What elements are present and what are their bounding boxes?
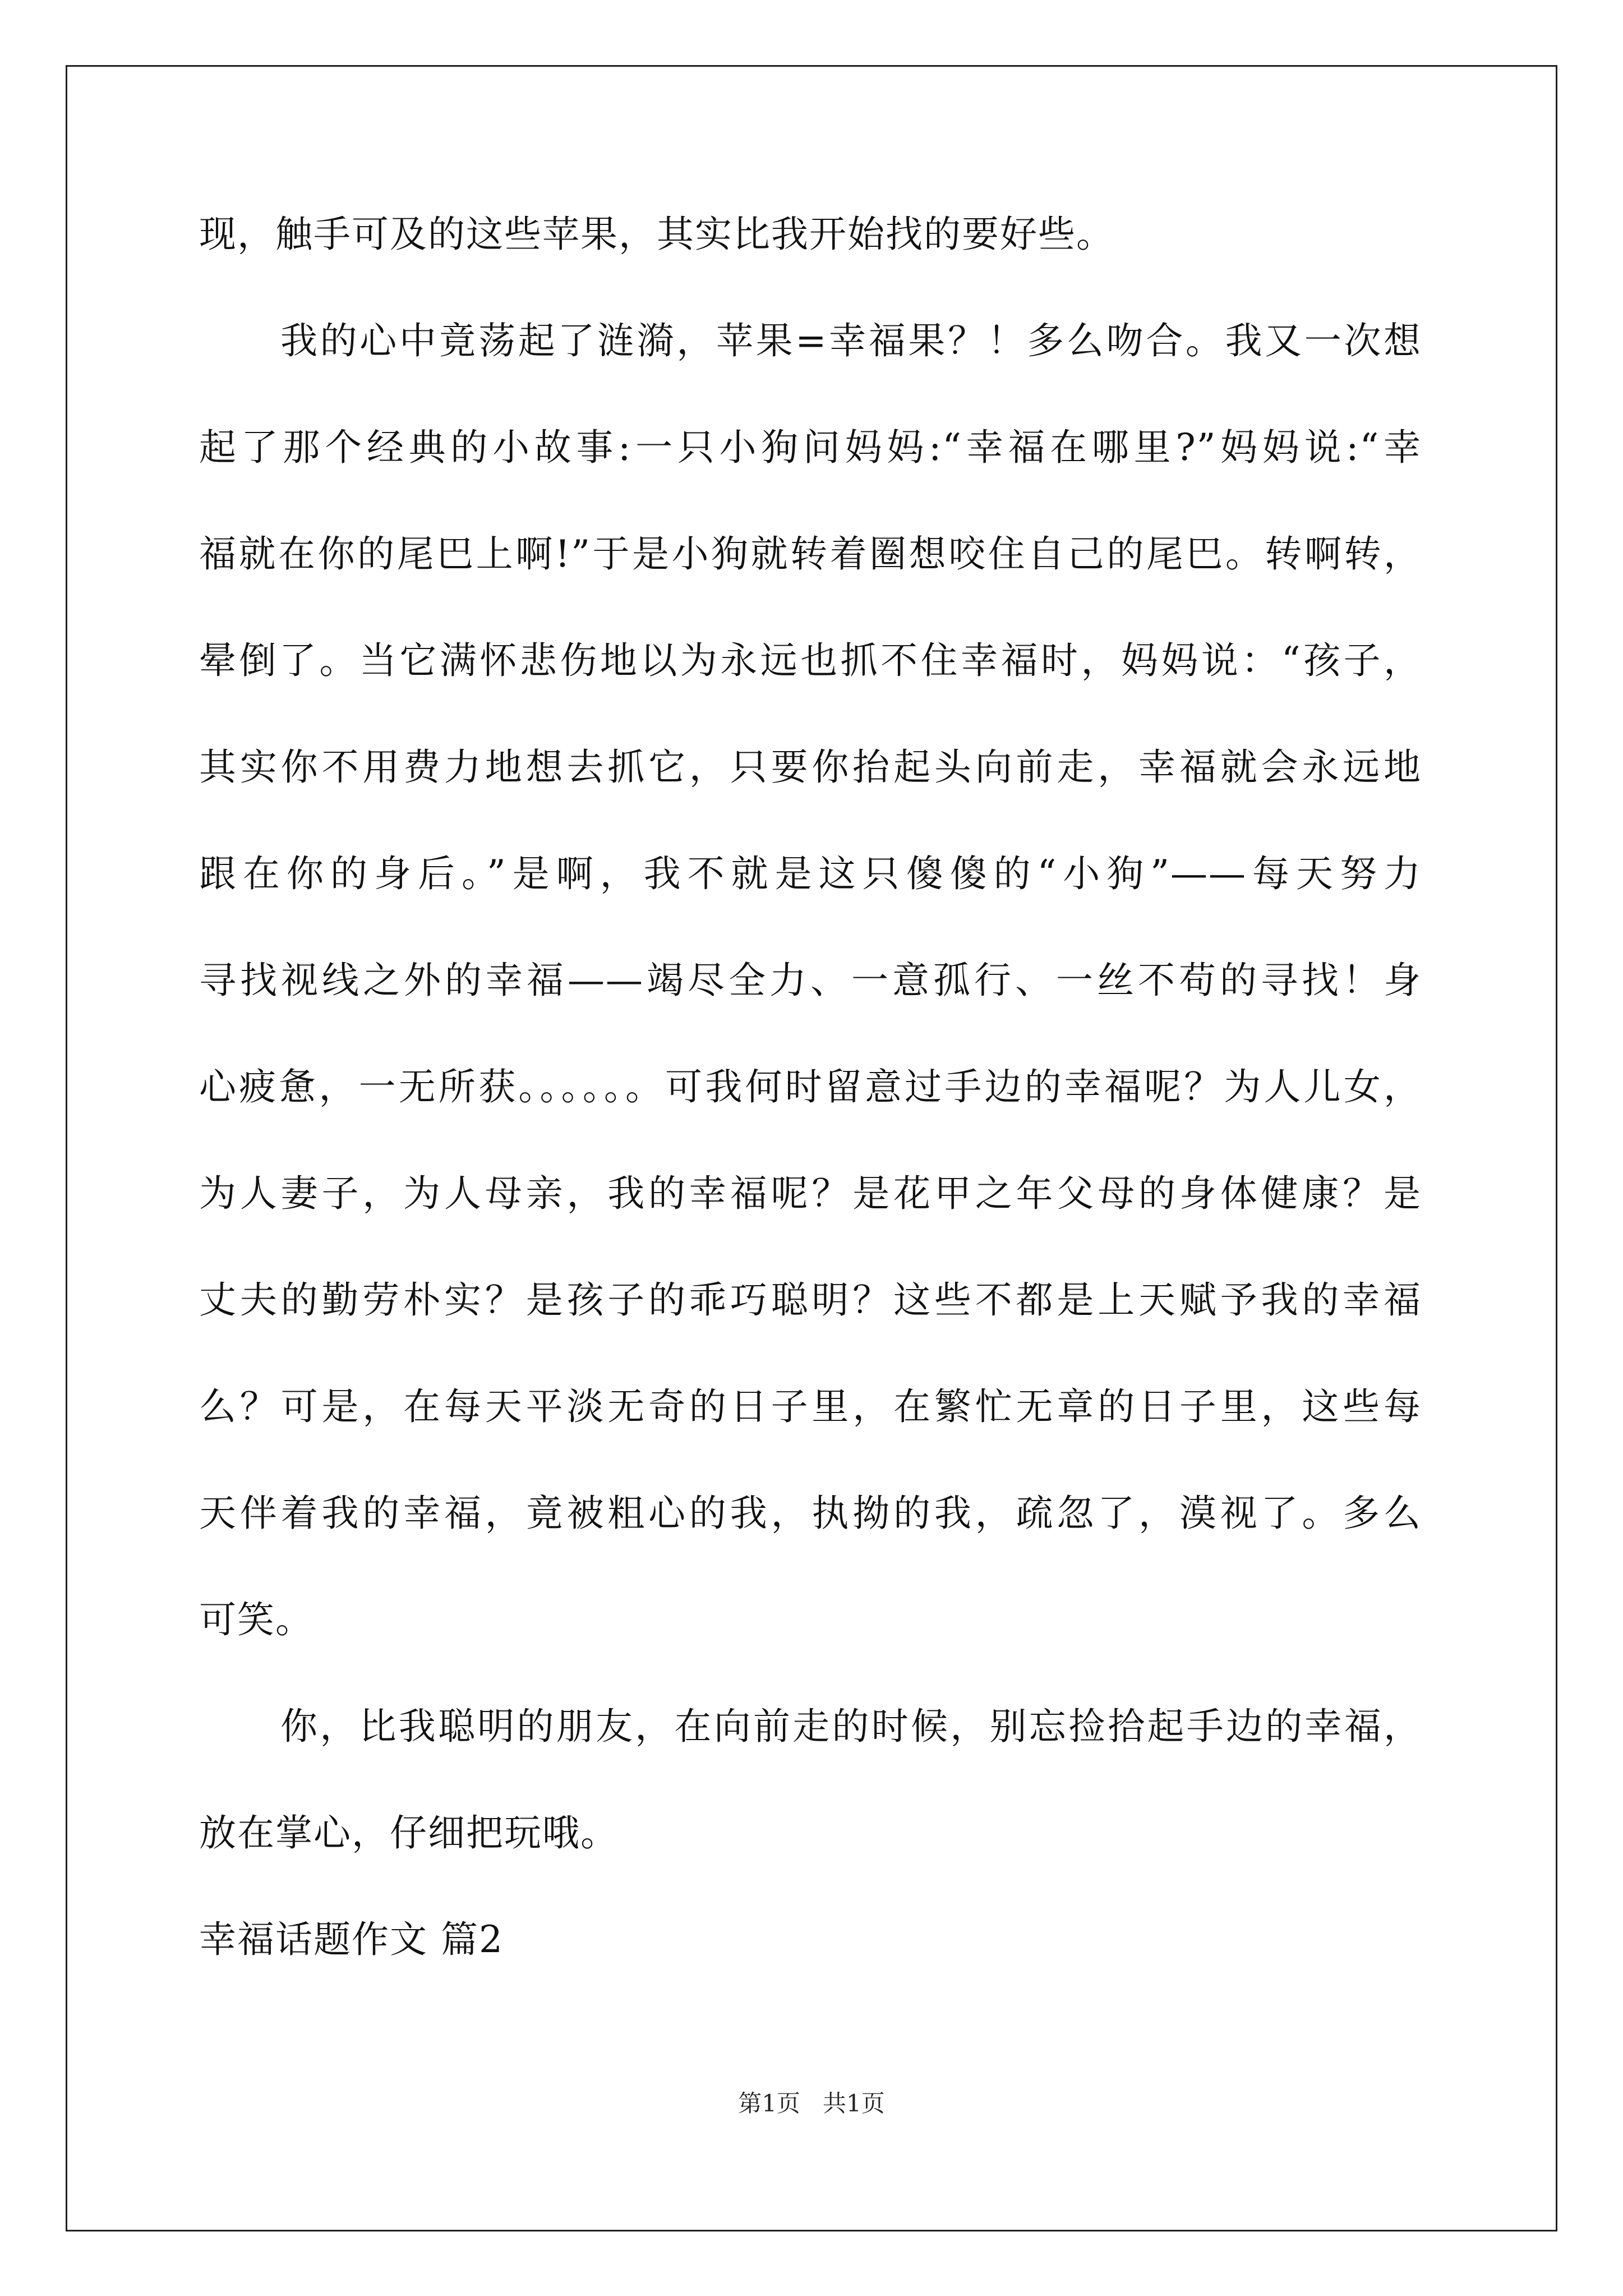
- text-line: 起了那个经典的小故事:一只小狗问妈妈:“幸福在哪里?”妈妈说:“幸: [199, 426, 1422, 469]
- text-line: 天伴着我的幸福，竟被粗心的我，执拗的我，疏忽了，漠视了。多么: [199, 1492, 1422, 1535]
- text-line: 你，比我聪明的朋友，在向前走的时候，别忘捡拾起手边的幸福，: [280, 1705, 1422, 1748]
- text-line: 我的心中竟荡起了涟漪，苹果=幸福果？！多么吻合。我又一次想: [280, 319, 1422, 362]
- text-line: 为人妻子，为人母亲，我的幸福呢？是花甲之年父母的身体健康？是: [199, 1172, 1422, 1215]
- text-line: 跟在你的身后。”是啊，我不就是这只傻傻的“小狗”——每天努力: [199, 852, 1422, 895]
- text-line: 福就在你的尾巴上啊!”于是小狗就转着圈想咬住自己的尾巴。转啊转，: [199, 532, 1422, 576]
- text-line: 心疲惫，一无所获。。。。。。可我何时留意过手边的幸福呢？为人儿女，: [199, 1065, 1422, 1108]
- text-line: 现，触手可及的这些苹果，其实比我开始找的要好些。: [199, 213, 1114, 256]
- paragraph-lines: [199, 208, 1422, 1860]
- document-body: [199, 208, 1422, 1966]
- text-line: 寻找视线之外的幸福——竭尽全力、一意孤行、一丝不苟的寻找！身: [199, 959, 1422, 1002]
- page-number: 第1页: [738, 2090, 800, 2117]
- text-line: 可笑。: [199, 1598, 313, 1641]
- section-heading: 幸福话题作文 篇2: [199, 1918, 504, 1961]
- text-line: 放在掌心，仔细把玩哦。: [199, 1811, 619, 1855]
- page-footer: [0, 2087, 1623, 2120]
- text-line: 么？可是，在每天平淡无奇的日子里，在繁忙无章的日子里，这些每: [199, 1385, 1422, 1428]
- text-line: 其实你不用费力地想去抓它，只要你抬起头向前走，幸福就会永远地: [199, 746, 1422, 789]
- page-total: 共1页: [823, 2090, 885, 2117]
- text-line: 晕倒了。当它满怀悲伤地以为永远也抓不住幸福时，妈妈说：“孩子，: [199, 639, 1422, 682]
- text-line: 丈夫的勤劳朴实？是孩子的乖巧聪明？这些不都是上天赋予我的幸福: [199, 1278, 1422, 1322]
